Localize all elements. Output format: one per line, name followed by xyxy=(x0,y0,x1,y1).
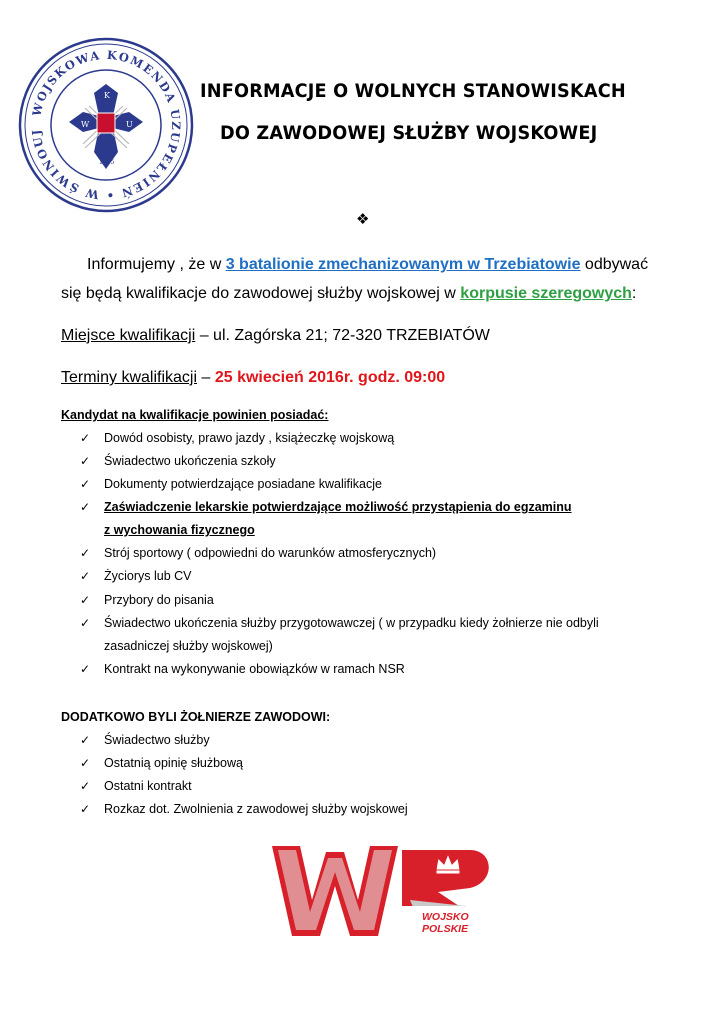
list-item-text: Świadectwo służby xyxy=(104,733,210,747)
intro-line2 xyxy=(61,285,636,303)
list-item xyxy=(80,477,382,491)
list-item-text: Kontrakt na wykonywanie obowiązków w ramach NSR xyxy=(104,662,405,676)
location-line xyxy=(61,327,490,345)
ornament-icon: ❖ xyxy=(356,210,370,228)
check-icon: ✓ xyxy=(80,756,91,770)
list-item xyxy=(80,802,408,816)
page-title-line1: INFORMACJE O WOLNYCH STANOWISKACH xyxy=(200,80,626,102)
logo-text-wojsko: WOJSKO xyxy=(422,911,469,923)
terms-sep: – xyxy=(197,369,215,386)
check-icon: ✓ xyxy=(80,477,91,491)
list-item xyxy=(80,662,405,676)
wojsko-polskie-logo xyxy=(270,842,500,940)
list-item-text: Przybory do pisania xyxy=(104,593,214,607)
list-item xyxy=(80,454,276,468)
list-item-text: Rozkaz dot. Zwolnienia z zawodowej służby wojskowej xyxy=(104,802,408,816)
emblem-letter-u: U xyxy=(126,120,133,129)
emblem-letter-w: W xyxy=(81,120,90,129)
emblem-letter-k: K xyxy=(104,91,110,100)
list-item xyxy=(80,733,210,747)
location-label: Miejsce kwalifikacji xyxy=(61,327,196,344)
terms-label: Terminy kwalifikacji xyxy=(61,369,198,386)
location-value: ul. Zagórska 21; 72-320 TRZEBIATÓW xyxy=(213,327,490,344)
list-item-text: Świadectwo ukończenia służby przygotowawczej ( w przypadku kiedy żołnierze nie odbyli xyxy=(104,616,599,630)
intro-text: Informujemy , że w xyxy=(87,256,226,273)
list-item xyxy=(80,779,192,793)
list-item xyxy=(80,500,572,514)
terms-line xyxy=(61,369,445,387)
check-icon: ✓ xyxy=(80,569,91,583)
check-icon: ✓ xyxy=(80,593,91,607)
list-item xyxy=(80,546,436,560)
check-icon: ✓ xyxy=(80,662,91,676)
terms-value: 25 kwiecień 2016r. godz. 09:00 xyxy=(214,369,446,386)
unit-name: 3 batalionie zmechanizowanym w Trzebiatowie xyxy=(225,256,581,273)
page-title-line2: DO ZAWODOWEJ SŁUŻBY WOJSKOWEJ xyxy=(220,122,598,144)
list-item-text: Dowód osobisty, prawo jazdy , książeczkę wojskową xyxy=(104,431,395,445)
list-item-continuation xyxy=(104,523,255,537)
requirements-heading: Kandydat na kwalifikacje powinien posiadać: xyxy=(61,408,329,422)
list-item xyxy=(80,593,214,607)
list-item-text: Życiorys lub CV xyxy=(104,569,192,583)
emblem-ring-text: WOJSKOWA KOMENDA UZUPEŁNIEŃ • W ŚWINOUJ xyxy=(29,47,184,203)
list-item-text: zasadniczej służby wojskowej) xyxy=(104,639,273,653)
check-icon: ✓ xyxy=(80,500,91,514)
intro-colon: : xyxy=(631,285,637,302)
list-item-text: z wychowania fizycznego xyxy=(104,523,255,537)
list-item-text: Dokumenty potwierdzające posiadane kwalifikacje xyxy=(104,477,382,491)
check-icon: ✓ xyxy=(80,616,91,630)
list-item-text: Świadectwo ukończenia szkoły xyxy=(104,454,276,468)
check-icon: ✓ xyxy=(80,802,91,816)
emblem-logo xyxy=(17,36,195,214)
list-item-text: Strój sportowy ( odpowiedni do warunków atmosferycznych) xyxy=(104,546,437,560)
logo-text-polskie: POLSKIE xyxy=(422,923,469,935)
list-item-text: Zaświadczenie lekarskie potwierdzające możliwość przystąpienia do egzaminu xyxy=(104,500,572,514)
check-icon: ✓ xyxy=(80,779,91,793)
intro-line1 xyxy=(87,256,648,274)
location-sep: – xyxy=(195,327,214,344)
list-item xyxy=(80,569,192,583)
intro-text-2: się będą kwalifikacje do zawodowej służby wojskowej w xyxy=(61,285,461,302)
check-icon: ✓ xyxy=(80,454,91,468)
check-icon: ✓ xyxy=(80,431,91,445)
additional-heading: DODATKOWO BYLI ŻOŁNIERZE ZAWODOWI: xyxy=(61,710,331,724)
list-item xyxy=(80,431,394,445)
check-icon: ✓ xyxy=(80,733,91,747)
list-item-continuation xyxy=(104,639,273,653)
intro-text-end: odbywać xyxy=(580,256,649,273)
check-icon: ✓ xyxy=(80,546,91,560)
list-item-text: Ostatni kontrakt xyxy=(104,779,192,793)
list-item-text: Ostatnią opinię służbową xyxy=(104,756,243,770)
corps-name: korpusie szeregowych xyxy=(460,285,632,302)
list-item xyxy=(80,616,599,630)
list-item xyxy=(80,756,243,770)
emblem-year: 1975 xyxy=(99,159,115,166)
